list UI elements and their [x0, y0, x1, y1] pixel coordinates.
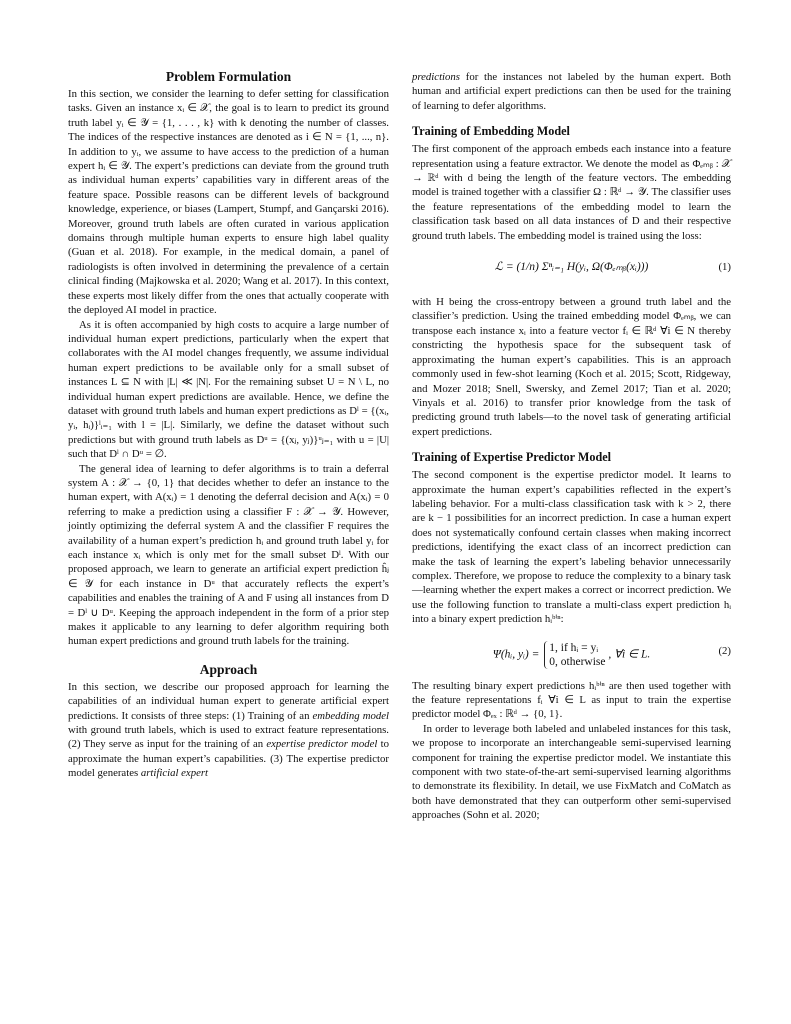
paragraph: In this section, we consider the learning to defer setting for classification tasks. Given an instance xᵢ ∈ 𝒳, the goal is to learn to predict its ground truth label yᵢ ∈ 𝒴 = {1, . . . , k} with k denoting the number of classes. The indices of the respective instances are denoted as i ∈ N = {1, ..., n}. In addition to yᵢ, we assume to have access to the prediction of a human expert hᵢ ∈ 𝒴. The expert’s predictions can deviate from the ground truth as individual human experts’ capabilities vary in different areas of the feature space. Possible reasons can be different levels of background knowledge, experience, or biases (Lampert, Stumpf, and Gançarski 2016). Moreover, ground truth labels are often curated in various application domains through multiple human experts to ensure high label quality (Guan et al. 2018). For example, in the medical domain, a panel of radiologists is often involved in determining the prevalence of a certain clinical finding (Majkowska et al. 2020; Wang et al. 2017). In this context, these experts most likely differ from the ones that actually cooperate with the deployed AI model in practice.	[68, 88, 389, 317]
paragraph: As it is often accompanied by high costs to acquire a large number of individual human expert predictions, particularly when the expert that collaborates with the AI model changes frequently, we assume individual human expert predictions to be available only for a small subset of instances L ⊆ N with |L| ≪ |N|. For the remaining subset U = N \ L, no individual human expert predictions are available. Hence, we define the dataset with ground truth labels and human expert predictions as Dˡ = {(xᵢ, yᵢ, hᵢ)}ˡᵢ₌₁ with l = |L|. Similarly, we define the dataset without such predictions but with ground truth labels as Dᵘ = {(xⱼ, yⱼ)}ᵘⱼ₌₁ with u = |U| such that Dˡ ∩ Dᵘ = ∅.	[68, 318, 389, 461]
paragraph: with H being the cross-entropy between a ground truth label and the classifier’s prediction. Using the trained embedding model Φₑₘᵦ, we can transpose each instance xᵢ into a feature vector fᵢ ∈ ℝᵈ ∀i ∈ N thereby constricting the hypothesis space for the subsequent task of approximating the human expert’s capabilities. This is an approach commonly used in few-shot learning (Koch et al. 2015; Scott, Ridgeway, and Mozer 2018; Snell, Swersky, and Zemel 2017; Tian et al. 2020; Vinyals et al. 2016) to transfer prior knowledge from the task of predicting ground truth labels—to the novel task of generating artificial expert predictions.	[412, 296, 731, 438]
subsection-heading-expertise: Training of Expertise Predictor Model	[412, 450, 612, 465]
equation-number: (2)	[718, 644, 731, 657]
text: In this section, we describe our proposed approach for learning the capabilities of an individual human expert to generate artificial expert predictions. It consists of three steps: (1) Training of an	[68, 680, 389, 722]
equation-body	[412, 641, 731, 669]
case-2: 0, otherwise	[549, 655, 606, 668]
paragraph	[412, 70, 731, 113]
equation-lhs: Ψ(hᵢ, yᵢ) =	[492, 648, 540, 661]
emphasis: embedding model	[312, 709, 389, 722]
paragraph: The second component is the expertise predictor model. It learns to approximate the human expert’s capabilities reflected in the expert’s labeling behavior. For a multi-class classification task with k > 2, there are k − 1 possibilities for an incorrect prediction. In case a human expert does not systematically confound certain classes when making incorrect predictions, identifying the exact class of an incorrect prediction can make the task of learning the expert’s labeling behavior unnecessarily complex. Therefore, we propose to reduce the complexity to a binary task—learning whether the expert makes a correct or incorrect prediction. We use the following function to translate a multi-class expert prediction hᵢ into a binary expert prediction hᵢᵇⁱⁿ:	[412, 469, 731, 626]
paragraph: The resulting binary expert predictions hᵢᵇⁱⁿ are then used together with the feature representations fᵢ ∀i ∈ L as input to train the expertise predictor model Φₑₓ : ℝᵈ → {0, 1}.	[412, 679, 731, 721]
left-column	[68, 68, 389, 781]
equation-number: (1)	[718, 261, 731, 274]
subsection-heading-embedding: Training of Embedding Model	[412, 124, 570, 139]
emphasis: artificial expert	[140, 767, 209, 780]
emphasis: expertise predictor model	[266, 738, 378, 751]
paragraph: The general idea of learning to defer algorithms is to train a deferral system A : 𝒳 → {0, 1} that decides whether to defer an instance to the human expert, with A(xᵢ) = 1 denoting the deferral decision and A(xᵢ) = 0 referring to make a prediction using a classifier F : 𝒳 → 𝒴. However, jointly optimizing the deferral system A and the classifier F requires the availability of a human expert’s prediction hᵢ and ground truth label yᵢ for each instance xᵢ which is only met for the small subset Dˡ. With our proposed approach, we learn to generate an artificial expert prediction ĥⱼ ∈ 𝒴 for each instance in Dᵘ that accurately reflects the expert’s capabilities and enables the training of A and F using all instances from D = Dˡ ∪ Dᵘ. Keeping the approach independent in the form of a prior step makes it applicable to any learning to defer algorithm requiring both human expert predictions and ground truth labels for the training.	[68, 462, 389, 648]
equation-cases	[544, 641, 605, 669]
section-heading-problem-formulation: Problem Formulation	[165, 69, 292, 84]
paragraph: In order to leverage both labeled and unlabeled instances for this task, we propose to incorporate an interchangeable semi-supervised learning component for training the expertise predictor model. We instantiate this component with two state-of-the-art semi-supervised learning algorithms to demonstrate its flexibility. In detail, we use FixMatch and CoMatch as both have demonstrated that they can outperform other semi-supervised approaches (Sohn et al. 2020;	[412, 722, 731, 822]
text: for the instances not labeled by the human expert. Both human and artificial expert predictions can then be used for the training of learning to defer algorithms.	[412, 71, 731, 112]
paragraph: The first component of the approach embeds each instance into a feature representation using a feature extractor. We denote the model as Φₑₘᵦ : 𝒳 → ℝᵈ with d being the length of the feature vectors. The embedding model is trained together with a classifier Ω : ℝᵈ → 𝒴. The classifier uses the feature representations of the embedding model to learn the classification task based on all data instances of D and their respective ground truth labels. The embedding model is trained using the loss:	[412, 143, 731, 242]
emphasis: predictions	[412, 71, 460, 83]
section-heading-approach: Approach	[199, 661, 258, 677]
paragraph	[68, 680, 389, 781]
equation-1	[412, 247, 731, 291]
text: with ground truth labels, which is used to extract feature representations. (2) They serve as input for the training of an	[68, 724, 389, 751]
equation-body: ℒ = (1/n) Σⁿᵢ₌₁ H(yᵢ, Ω(Φₑₘᵦ(xᵢ)))	[494, 261, 649, 274]
equation-rhs: , ∀i ∈ L.	[608, 648, 651, 661]
equation-2	[412, 631, 731, 675]
right-column	[412, 70, 731, 823]
text: to approximate the human expert’s capabilities. (3) The expertise predictor model generates	[68, 738, 389, 780]
case-1: 1, if hᵢ = yᵢ	[549, 641, 599, 654]
